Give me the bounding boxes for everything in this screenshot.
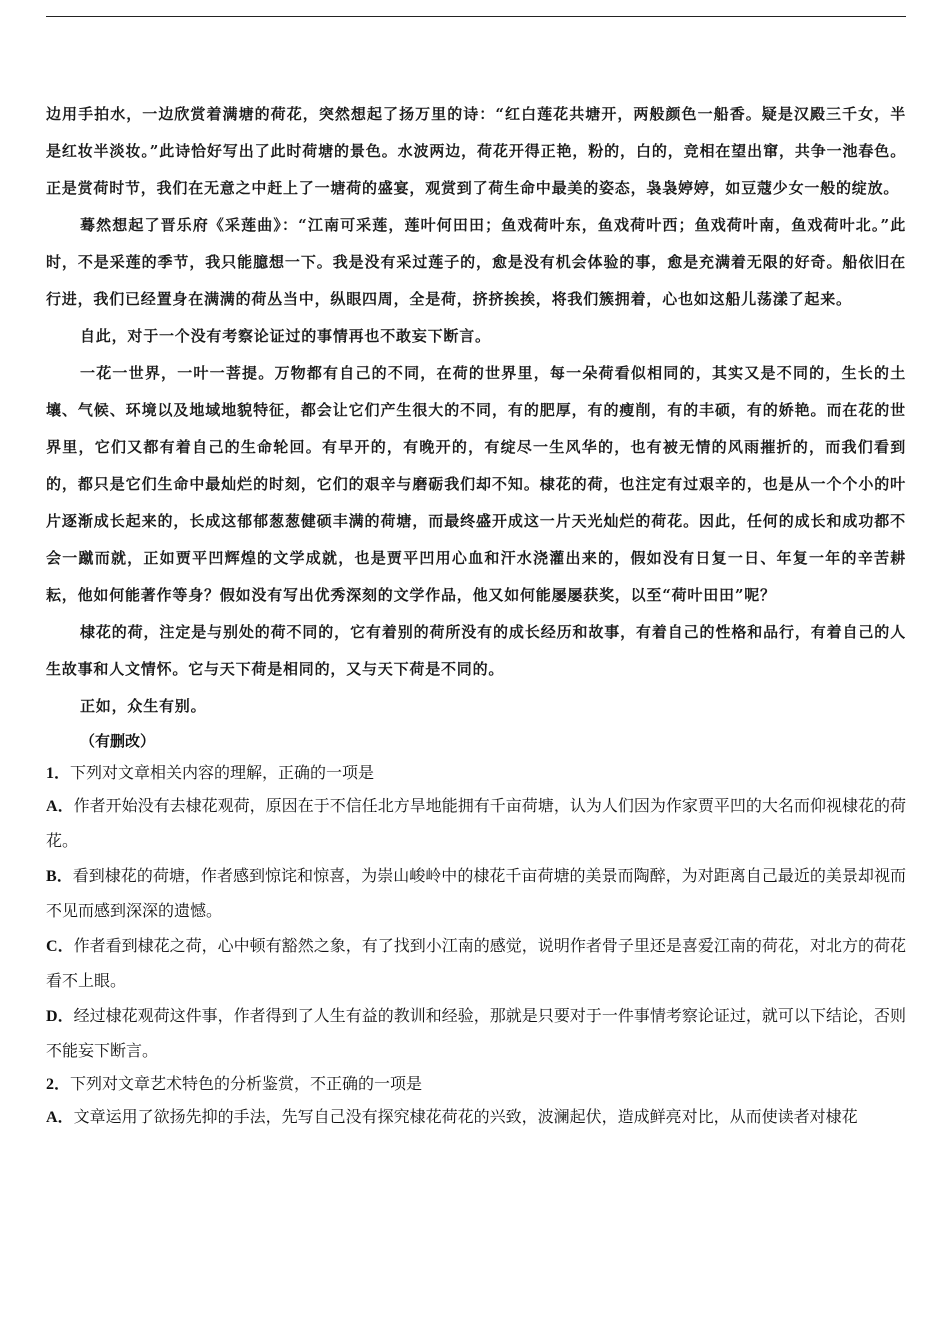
editor-note: （有删改） [80,732,156,750]
option-text: 作者看到棣花之荷，心中顿有豁然之象，有了找到小江南的感觉，说明作者骨子里还是喜爱江南的荷花，对北方的荷花看不上眼。 [46,938,906,990]
option-letter: A． [46,798,74,815]
question-1-option-d [46,999,906,1069]
passage-paragraph-3: 自此，对于一个没有考察论证过的事情再也不敢妄下断言。 [80,327,491,345]
passage-paragraph-1: 边用手拍水，一边欣赏着满塘的荷花，突然想起了扬万里的诗：“红白莲花共塘开，两般颜色一船香。疑是汉殿三千女，半是红妆半淡妆。”此诗恰好写出了此时荷塘的景色。水波两边，荷花开得正艳，粉的，白的，竞相在望出窜，共争一池春色。正是赏荷时节，我们在无意之中赶上了一塘荷的盛宴，观赏到了荷生命中最美的姿态，袅袅婷婷，如豆蔻少女一般的绽放。 [46,105,906,197]
question-number: 1． [46,765,71,782]
option-letter: B． [46,868,73,885]
question-1-option-a [46,789,906,859]
question-1-option-b [46,859,906,929]
question-text: 下列对文章艺术特色的分析鉴赏，不正确的一项是 [70,1076,423,1093]
passage-paragraph-2: 蓦然想起了晋乐府《采莲曲》：“江南可采莲，莲叶何田田；鱼戏荷叶东，鱼戏荷叶西；鱼戏荷叶南，鱼戏荷叶北。”此时，不是采莲的季节，我只能臆想一下。我是没有采过莲子的，愈是没有机会体验的事，愈是充满着无限的好奇。船依旧在行进，我们已经置身在满满的荷丛当中，纵眼四周，全是荷，挤挤挨挨，将我们簇拥着，心也如这船儿荡漾了起来。 [46,216,906,308]
question-2-stem [46,1069,906,1100]
header-rule [46,16,906,17]
question-text: 下列对文章相关内容的理解，正确的一项是 [70,765,375,782]
question-1-option-c [46,929,906,999]
question-2-option-a [46,1100,906,1135]
option-text: 经过棣花观荷这件事，作者得到了人生有益的教训和经验，那就是只要对于一件事情考察论证过，就可以下结论，否则不能妄下断言。 [46,1008,906,1060]
passage-paragraph-4: 一花一世界，一叶一菩提。万物都有自己的不同，在荷的世界里，每一朵荷看似相同的，其实又是不同的，生长的土壤、气候、环境以及地域地貌特征，都会让它们产生很大的不同，有的肥厚，有的瘦削，有的丰硕，有的娇艳。而在花的世界里，它们又都有着自己的生命轮回。有早开的，有晚开的，有绽尽一生风华的，也有被无情的风雨摧折的，而我们看到的，都只是它们生命中最灿烂的时刻，它们的艰辛与磨砺我们却不知。棣花的荷，也注定有过艰辛的，也是从一个个小的叶片逐渐成长起来的，长成这郁郁葱葱健硕丰满的荷塘，而最终盛开成这一片天光灿烂的荷花。因此，任何的成长和成功都不会一蹴而就，正如贾平凹辉煌的文学成就，也是贾平凹用心血和汗水浇灌出来的，假如没有日复一日、年复一年的辛苦耕耘，他如何能著作等身？假如没有写出优秀深刻的文学作品，他又如何能屡屡获奖，以至“荷叶田田”呢？ [46,364,906,604]
option-text: 看到棣花的荷塘，作者感到惊诧和惊喜，为崇山峻岭中的棣花千亩荷塘的美景而陶醉，为对距离自己最近的美景却视而不见而感到深深的遗憾。 [46,868,906,920]
option-text: 文章运用了欲扬先抑的手法，先写自己没有探究棣花荷花的兴致，波澜起伏，造成鲜亮对比，从而使读者对棣花 [73,1109,858,1126]
option-letter: A． [46,1109,74,1126]
question-1-stem [46,758,906,789]
passage-paragraph-6: 正如，众生有别。 [80,697,207,715]
passage-paragraph-5: 棣花的荷，注定是与别处的荷不同的，它有着别的荷所没有的成长经历和故事，有着自己的性格和品行，有着自己的人生故事和人文情怀。它与天下荷是相同的，又与天下荷是不同的。 [46,623,906,678]
option-letter: D． [46,1008,74,1025]
option-text: 作者开始没有去棣花观荷，原因在于不信任北方旱地能拥有千亩荷塘，认为人们因为作家贾平凹的大名而仰视棣花的荷花。 [46,798,906,850]
document-content [46,96,906,1135]
option-letter: C． [46,938,74,955]
question-number: 2． [46,1076,71,1093]
